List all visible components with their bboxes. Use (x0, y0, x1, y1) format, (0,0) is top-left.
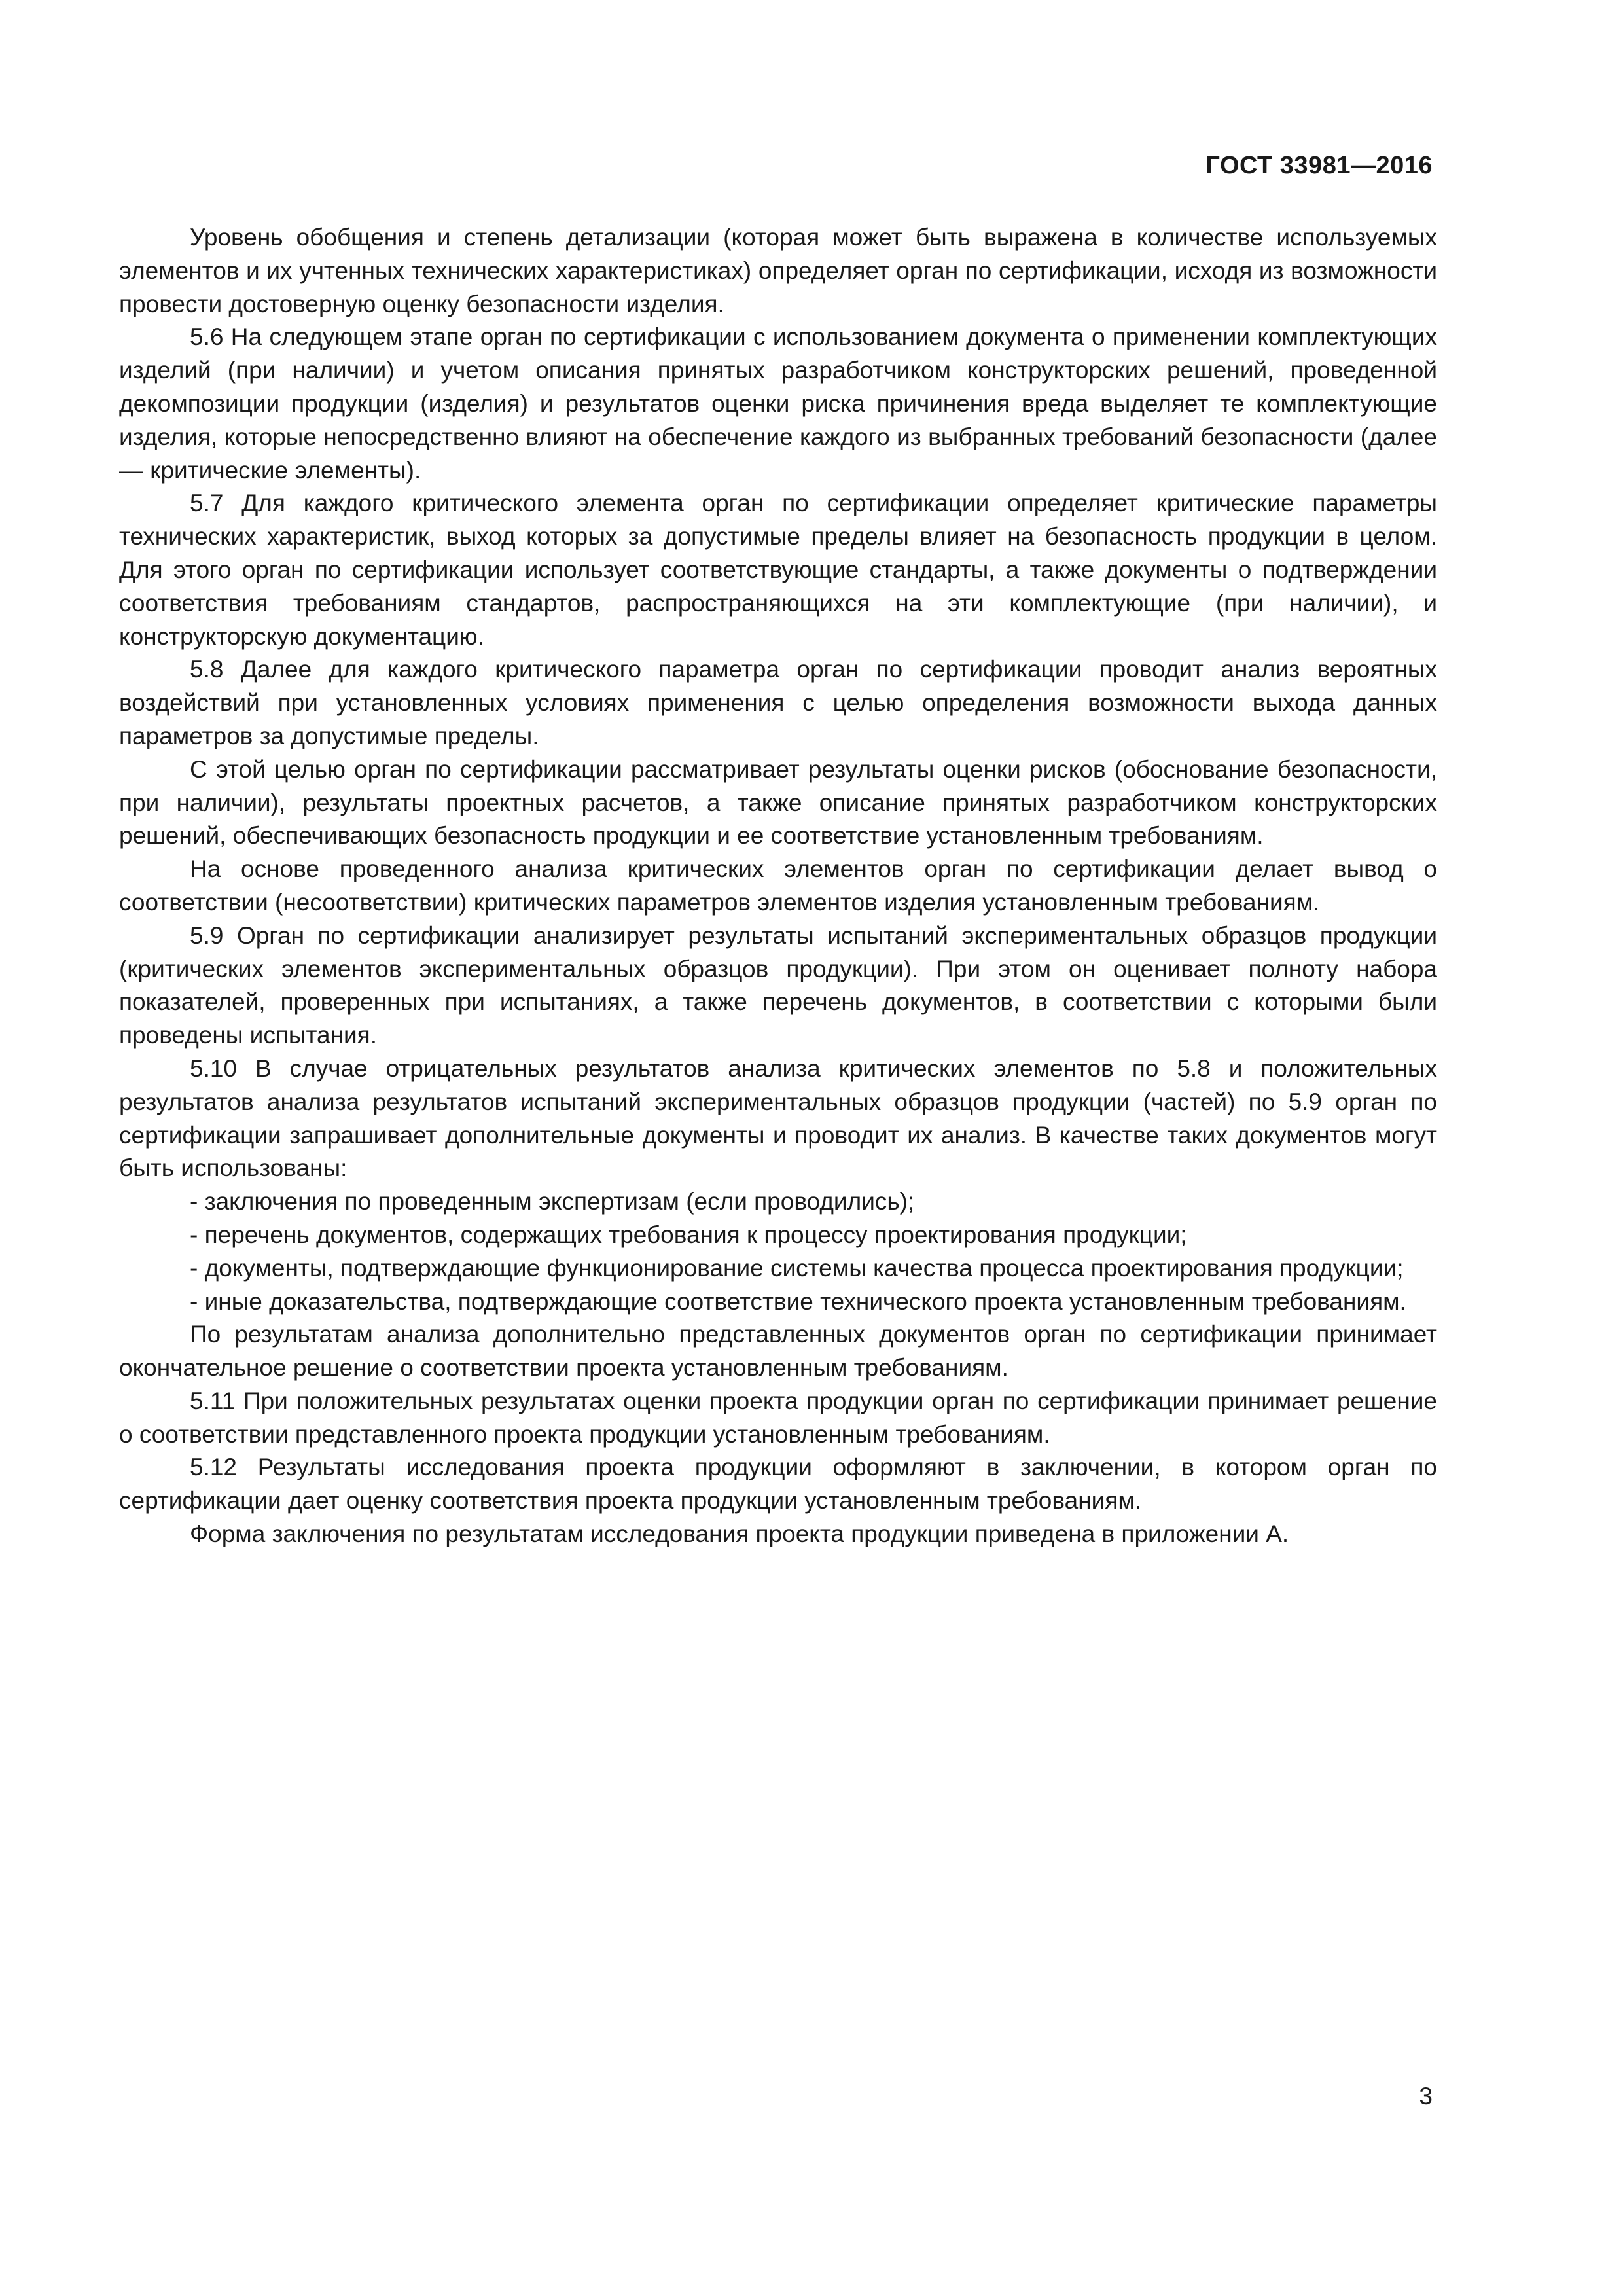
page-number: 3 (1419, 2083, 1433, 2109)
list-item: - заключения по проведенным экспертизам (если проводились); (190, 1188, 915, 1215)
paragraph-appendix-reference: Форма заключения по результатам исследования проекта продукции приведена в приложении А. (190, 1520, 1289, 1548)
paragraph-5-8: 5.8 Далее для каждого критического параметра орган по сертификации проводит анализ вероятных воздействий при установленных условиях применения с целью определения возможности выхода данных параметров за допустимые пределы. (119, 656, 1437, 749)
paragraph-risk-review: С этой целью орган по сертификации рассматривает результаты оценки рисков (обоснование безопасности, при наличии), результаты проектных расчетов, а также описание принятых разработчиком конструкторских решений, обеспечивающих безопасность продукции и ее соответствие установленным требованиям. (119, 755, 1437, 850)
paragraph-5-6: 5.6 На следующем этапе орган по сертификации с использованием документа о применении комплектующих изделий (при наличии) и учетом описания принятых разработчиком конструкторских решений, проведенной декомпозиции продукции (изделия) и результатов оценки риска причинения вреда выделяет те комплектующие изделия, которые непосредственно влияют на обеспечение каждого из выбранных требований безопасности (далее — критические элементы). (119, 323, 1437, 484)
paragraph-5-11: 5.11 При положительных результатах оценки проекта продукции орган по сертификации принимает решение о соответствии представленного проекта продукции установленным требованиям. (119, 1387, 1437, 1448)
body-text (119, 221, 1437, 1551)
list-item: - перечень документов, содержащих требования к процессу проектирования продукции; (190, 1221, 1187, 1248)
paragraph-final-decision: По результатам анализа дополнительно представленных документов орган по сертификации принимает окончательное решение о соответствии проекта установленным требованиям. (119, 1321, 1437, 1382)
paragraph-5-10: 5.10 В случае отрицательных результатов анализа критических элементов по 5.8 и положительных результатов анализа результатов испытаний экспериментальных образцов продукции (частей) по 5.9 орган по сертификации запрашивает дополнительные документы и проводит их анализ. В качестве таких документов могут быть использованы: (119, 1054, 1437, 1182)
paragraph-5-7: 5.7 Для каждого критического элемента орган по сертификации определяет критические параметры технических характеристик, выход которых за допустимые пределы влияет на безопасность продукции в целом. Для этого орган по сертификации использует соответствующие стандарты, а также документы о подтверждении соответствия требованиям стандартов, распространяющихся на эти комплектующие (при наличии), и конструкторскую документацию. (119, 490, 1437, 650)
paragraph-conclusion-critical: На основе проведенного анализа критических элементов орган по сертификации делает вывод о соответствии (несоответствии) критических параметров элементов изделия установленным требованиям. (119, 855, 1437, 916)
paragraph-5-9: 5.9 Орган по сертификации анализирует результаты испытаний экспериментальных образцов продукции (критических элементов экспериментальных образцов продукции). При этом он оценивает полноту набора показателей, проверенных при испытаниях, а также перечень документов, в соответствии с которыми были проведены испытания. (119, 922, 1437, 1049)
paragraph-generalization: Уровень обобщения и степень детализации (которая может быть выражена в количестве используемых элементов и их учтенных технических характеристиках) определяет орган по сертификации, исходя из возможности провести достоверную оценку безопасности изделия. (119, 224, 1437, 317)
paragraph-5-12: 5.12 Результаты исследования проекта продукции оформляют в заключении, в котором орган по сертификации дает оценку соответствия проекта продукции установленным требованиям. (119, 1454, 1437, 1515)
list-item: - документы, подтверждающие функционирование системы качества процесса проектирования продукции; (190, 1254, 1404, 1282)
list-item: - иные доказательства, подтверждающие соответствие технического проекта установленным требованиям. (190, 1287, 1406, 1315)
document-code-header: ГОСТ 33981—2016 (1205, 152, 1433, 179)
